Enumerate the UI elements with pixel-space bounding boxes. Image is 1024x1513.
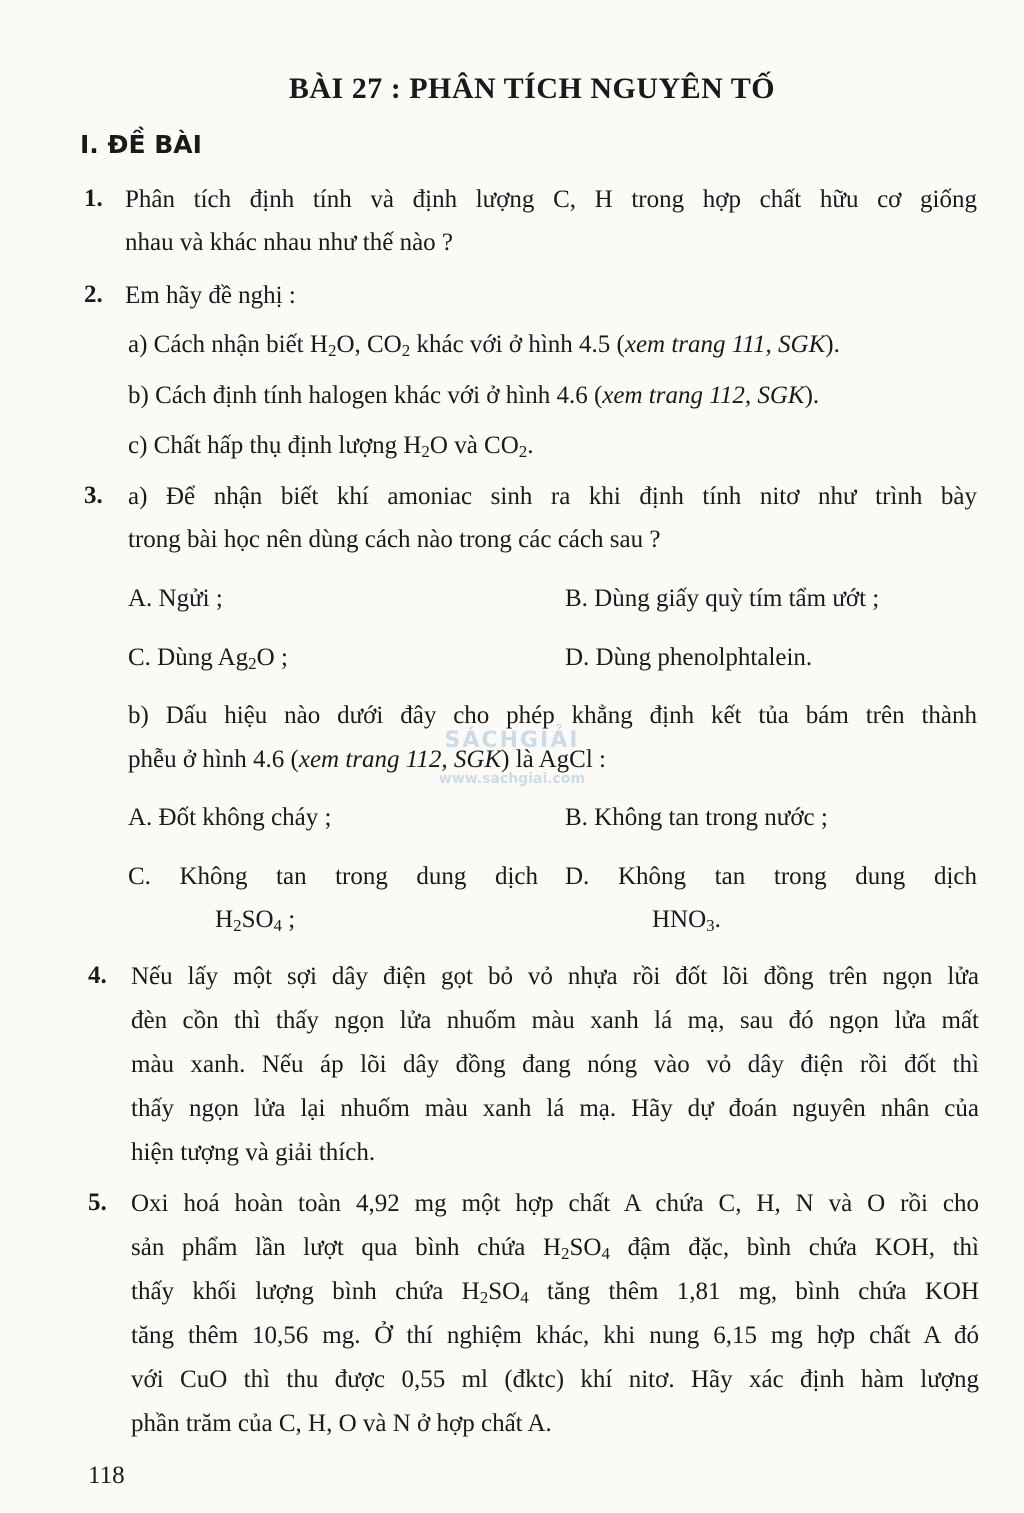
q4-line-4: thấy ngọn lửa lại nhuốm màu xanh lá mạ. Hãy dự đoán nguyên nhân của	[131, 1095, 979, 1122]
q5-line-3: thấy khối lượng bình chứa $H_2SO_4$ tăng thêm 1,81 mg, bình chứa KOH	[131, 1278, 979, 1307]
q2-intro: Em hãy đề nghị :	[125, 282, 296, 309]
q3a-choice-c: C. Dùng $Ag_2O$ ;	[128, 644, 288, 673]
watermark-brand: SÁCHGIẢI	[444, 728, 580, 753]
q3a-line-2: trong bài học nên dùng cách nào trong các cách sau ?	[128, 526, 661, 553]
q4-line-1: Nếu lấy một sợi dây điện gọt bỏ vỏ nhựa rồi đốt lõi đồng trên ngọn lửa	[131, 963, 979, 990]
q4-line-2: đèn cồn thì thấy ngọn lửa nhuốm màu xanh lá mạ, sau đó ngọn lửa mất	[131, 1007, 979, 1034]
q5-line-6: phần trăm của C, H, O và N ở hợp chất A.	[131, 1410, 552, 1437]
q2-option-b: b) Cách định tính halogen khác với ở hình 4.6 (xem trang 112, SGK).	[128, 382, 820, 409]
q5-line-5: với CuO thì thu được 0,55 ml (đktc) khí nitơ. Hãy xác định hàm lượng	[131, 1366, 979, 1393]
q2-number: 2.	[84, 281, 103, 308]
q4-line-5: hiện tượng và giải thích.	[131, 1139, 376, 1166]
section-heading: I. ĐỀ BÀI	[80, 130, 202, 159]
q1-line-2: nhau và khác nhau như thế nào ?	[125, 229, 454, 256]
q2-option-a: a) Cách nhận biết $H_2O$, $CO_2$ khác với ở hình 4.5 (xem trang 111, SGK).	[128, 331, 840, 360]
q1-line-1: Phân tích định tính và định lượng C, H trong hợp chất hữu cơ giống	[125, 186, 977, 213]
q3b-choice-d-line-2: $HNO_3$.	[652, 906, 721, 935]
q4-number: 4.	[88, 962, 107, 989]
q5-line-4: tăng thêm 10,56 mg. Ở thí nghiệm khác, khi nung 6,15 mg hợp chất A đó	[131, 1322, 979, 1349]
lesson-title: BÀI 27 : PHÂN TÍCH NGUYÊN TỐ	[288, 72, 776, 105]
q3b-line-2: phễu ở hình 4.6 (xem trang 112, SGK) là AgCl :	[128, 746, 606, 773]
watermark-url: www.sachgiai.com	[438, 771, 586, 787]
q1-number: 1.	[84, 185, 103, 212]
q3a-choice-a: A. Ngửi ;	[128, 585, 223, 612]
q3a-choice-b: B. Dùng giấy quỳ tím tẩm ướt ;	[565, 585, 880, 612]
q3b-choice-c-line-1: C. Không tan trong dung dịch	[128, 863, 538, 890]
q5-line-1: Oxi hoá hoàn toàn 4,92 mg một hợp chất A chứa C, H, N và O rồi cho	[131, 1190, 979, 1217]
page-number: 118	[88, 1462, 125, 1489]
watermark	[392, 728, 632, 787]
q3a-line-1: a) Để nhận biết khí amoniac sinh ra khi định tính nitơ như trình bày	[128, 483, 977, 510]
q3b-choice-a: A. Đốt không cháy ;	[128, 804, 332, 831]
q5-number: 5.	[88, 1189, 107, 1216]
q5-line-2: sản phẩm lần lượt qua bình chứa $H_2SO_4$ đậm đặc, bình chứa KOH, thì	[131, 1234, 979, 1263]
q3b-choice-d-line-1: D. Không tan trong dung dịch	[565, 863, 977, 890]
q3b-choice-b: B. Không tan trong nước ;	[565, 804, 828, 831]
q2-option-c: c) Chất hấp thụ định lượng $H_2O$ và $CO_2$.	[128, 432, 534, 461]
q3b-choice-c-line-2: $H_2SO_4$ ;	[215, 906, 296, 935]
q3b-line-1: b) Dấu hiệu nào dưới đây cho phép khẳng định kết tủa bám trên thành	[128, 702, 977, 729]
q3-number: 3.	[84, 482, 103, 509]
q4-line-3: màu xanh. Nếu áp lõi dây đồng đang nóng vào vỏ dây điện rồi đốt thì	[131, 1051, 979, 1078]
q3a-choice-d: D. Dùng phenolphtalein.	[565, 644, 813, 671]
